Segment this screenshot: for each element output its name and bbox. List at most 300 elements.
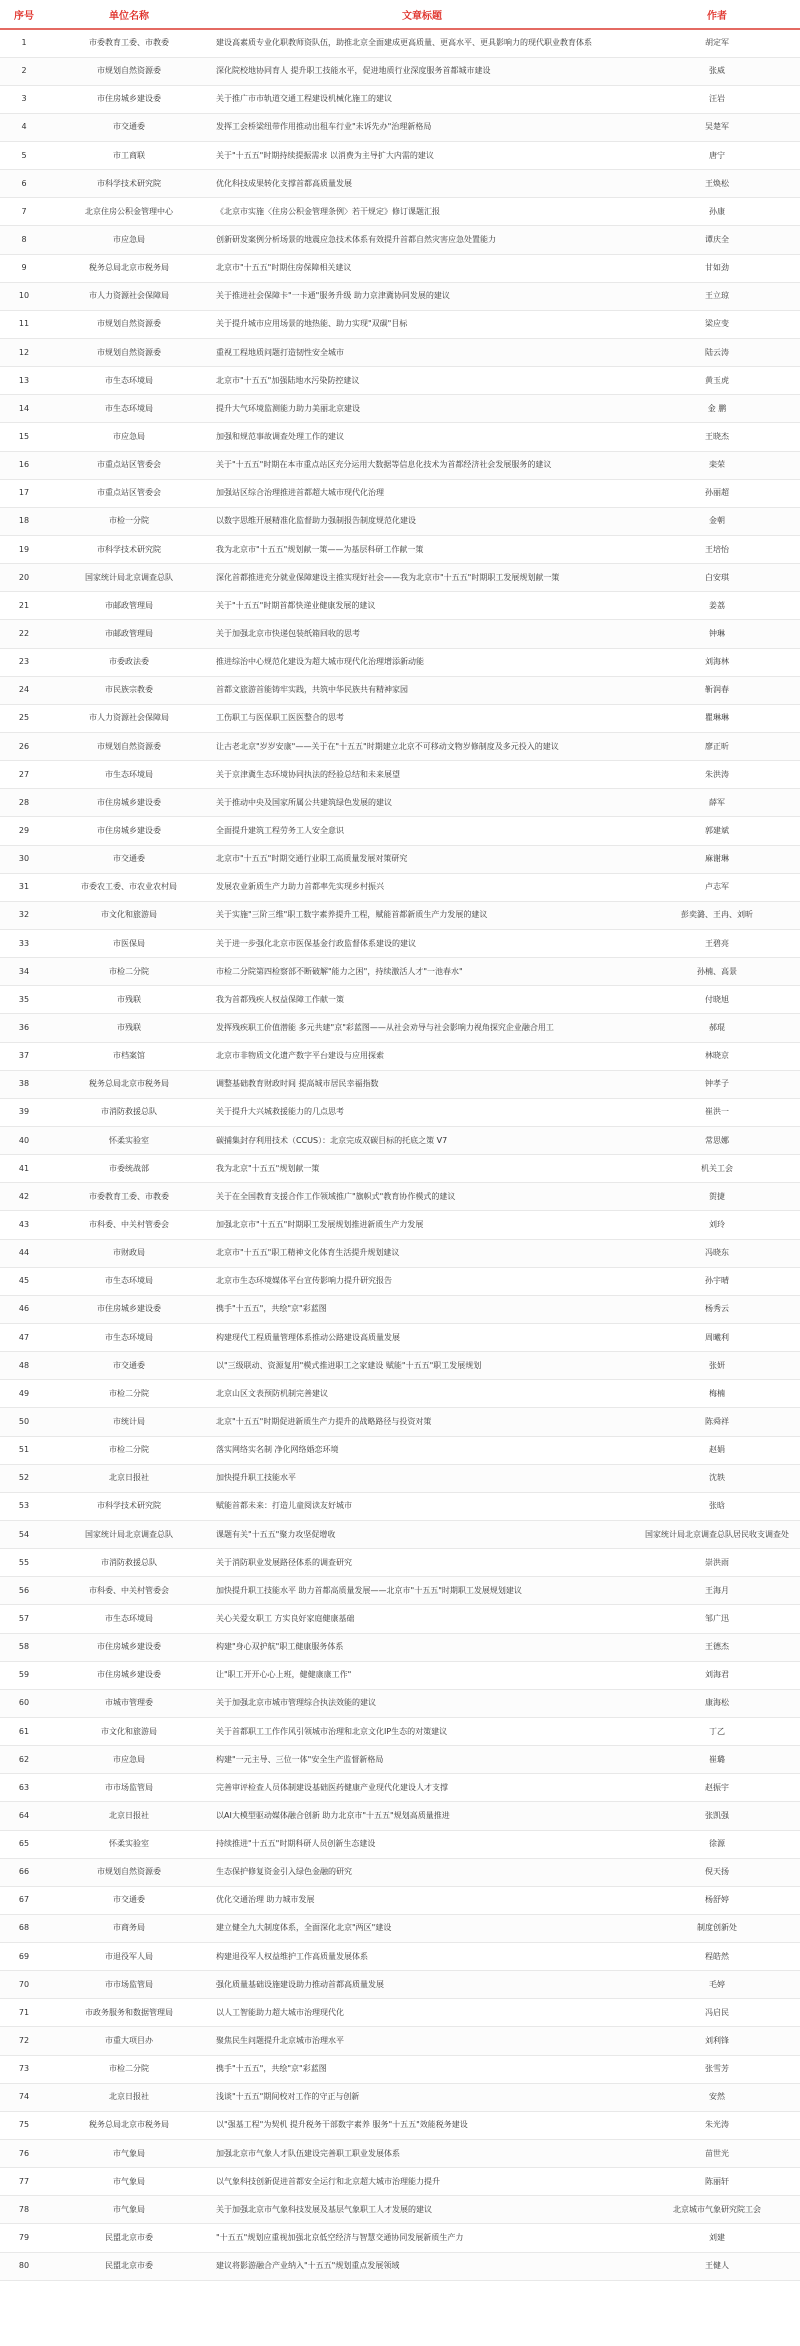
row-number: 1 <box>0 29 48 57</box>
author-name: 付晓旭 <box>634 986 800 1014</box>
table-row <box>0 282 800 310</box>
table-row <box>0 2083 800 2111</box>
row-number: 52 <box>0 1464 48 1492</box>
row-number: 28 <box>0 789 48 817</box>
article-title: 全面提升建筑工程劳务工人安全意识 <box>210 817 634 845</box>
table-row <box>0 367 800 395</box>
table-row <box>0 564 800 592</box>
article-title: 北京市"十五五"加强陆地水污染防控建议 <box>210 367 634 395</box>
table-row <box>0 1661 800 1689</box>
article-title: 以"三级联动、资源复用"模式推进职工之家建设 赋能"十五五"职工发展规划 <box>210 1352 634 1380</box>
row-number: 35 <box>0 986 48 1014</box>
table-row <box>0 226 800 254</box>
author-name: 孙丽超 <box>634 479 800 507</box>
author-name: 机关工会 <box>634 1155 800 1183</box>
article-title: 工伤职工与医保职工医医整合的思考 <box>210 704 634 732</box>
table-row <box>0 845 800 873</box>
row-number: 78 <box>0 2196 48 2224</box>
table-row <box>0 85 800 113</box>
row-number: 55 <box>0 1549 48 1577</box>
author-name: 国家统计局北京调查总队居民收支调查处 <box>634 1520 800 1548</box>
article-title: 加快提升职工技能水平 <box>210 1464 634 1492</box>
article-title: 关于提升大兴城救援能力的几点思考 <box>210 1098 634 1126</box>
author-name: 麻谢琳 <box>634 845 800 873</box>
row-number: 17 <box>0 479 48 507</box>
row-number: 2 <box>0 57 48 85</box>
unit-name: 市消防救援总队 <box>48 1549 210 1577</box>
article-title: 关于实施"三阶三维"职工数字素养提升工程，赋能首都新质生产力发展的建议 <box>210 901 634 929</box>
article-title: 关于"十五五"时期首都快递业健康发展的建议 <box>210 592 634 620</box>
table-row <box>0 2055 800 2083</box>
unit-name: 市气象局 <box>48 2196 210 2224</box>
unit-name: 市应急局 <box>48 423 210 451</box>
author-name: 王立琼 <box>634 282 800 310</box>
row-number: 62 <box>0 1746 48 1774</box>
unit-name: 市政务服务和数据管理局 <box>48 1999 210 2027</box>
row-number: 63 <box>0 1774 48 1802</box>
author-name: 吴楚军 <box>634 113 800 141</box>
article-title: 强化质量基础设施建设助力推动首都高质量发展 <box>210 1971 634 1999</box>
unit-name: 市住房城乡建设委 <box>48 1661 210 1689</box>
author-name: 邹广迅 <box>634 1605 800 1633</box>
row-number: 61 <box>0 1717 48 1745</box>
unit-name: 市医保局 <box>48 930 210 958</box>
article-title: 关于推广市市轨道交通工程建设机械化施工的建议 <box>210 85 634 113</box>
unit-name: 市城市管理委 <box>48 1689 210 1717</box>
unit-name: 市生态环境局 <box>48 1323 210 1351</box>
table-row <box>0 2111 800 2139</box>
row-number: 59 <box>0 1661 48 1689</box>
table-row <box>0 310 800 338</box>
table-row <box>0 1239 800 1267</box>
author-name: 唐宁 <box>634 142 800 170</box>
row-number: 42 <box>0 1183 48 1211</box>
table-header <box>0 0 800 29</box>
table-row <box>0 620 800 648</box>
author-name: 梁应变 <box>634 310 800 338</box>
row-number: 24 <box>0 676 48 704</box>
article-title: 构建"一元主导、三位一体"安全生产监督新格局 <box>210 1746 634 1774</box>
table-row <box>0 986 800 1014</box>
table-row <box>0 1436 800 1464</box>
unit-name: 市财政局 <box>48 1239 210 1267</box>
table-row <box>0 704 800 732</box>
table-row <box>0 817 800 845</box>
article-title: 课题有关"十五五"聚力攻坚促增收 <box>210 1520 634 1548</box>
article-title: 北京市"十五五"时期交通行业职工高质量发展对策研究 <box>210 845 634 873</box>
author-name: 王健人 <box>634 2252 800 2280</box>
author-name: 金 鹏 <box>634 395 800 423</box>
row-number: 36 <box>0 1014 48 1042</box>
table-row <box>0 1999 800 2027</box>
table-row <box>0 1549 800 1577</box>
author-name: 白安琪 <box>634 564 800 592</box>
author-name: 郝琨 <box>634 1014 800 1042</box>
article-title: 关于推动中央及国家所属公共建筑绿色发展的建议 <box>210 789 634 817</box>
row-number: 15 <box>0 423 48 451</box>
row-number: 64 <box>0 1802 48 1830</box>
row-number: 20 <box>0 564 48 592</box>
author-name: 常思娜 <box>634 1126 800 1154</box>
author-name: 毛婷 <box>634 1971 800 1999</box>
row-number: 34 <box>0 958 48 986</box>
row-number: 77 <box>0 2168 48 2196</box>
unit-name: 市重点站区管委会 <box>48 451 210 479</box>
unit-name: 市应急局 <box>48 226 210 254</box>
unit-name: 市市场监管局 <box>48 1971 210 1999</box>
table-row <box>0 1464 800 1492</box>
article-title: 北京山区文表预防机制完善建议 <box>210 1380 634 1408</box>
table-row <box>0 1408 800 1436</box>
row-number: 54 <box>0 1520 48 1548</box>
table-row <box>0 1126 800 1154</box>
author-name: 王海月 <box>634 1577 800 1605</box>
article-title: 加强北京市气象人才队伍建设完善职工职业发展体系 <box>210 2140 634 2168</box>
table-row <box>0 1380 800 1408</box>
row-number: 65 <box>0 1830 48 1858</box>
row-number: 70 <box>0 1971 48 1999</box>
author-name: 彭奕潞、王冉、刘昕 <box>634 901 800 929</box>
article-title: 关于京津冀生态环境协同执法的经验总结和未来展望 <box>210 761 634 789</box>
unit-name: 市住房城乡建设委 <box>48 817 210 845</box>
row-number: 7 <box>0 198 48 226</box>
table-row <box>0 1689 800 1717</box>
author-name: 杨舒婷 <box>634 1886 800 1914</box>
table-row <box>0 901 800 929</box>
unit-name: 市委教育工委、市教委 <box>48 1183 210 1211</box>
unit-name: 市委农工委、市农业农村局 <box>48 873 210 901</box>
table-row <box>0 1520 800 1548</box>
article-title: 以人工智能助力超大城市治理现代化 <box>210 1999 634 2027</box>
row-number: 18 <box>0 507 48 535</box>
table-row <box>0 1295 800 1323</box>
author-name: 崔璐 <box>634 1746 800 1774</box>
table-row <box>0 1352 800 1380</box>
row-number: 31 <box>0 873 48 901</box>
unit-name: 市科委、中关村管委会 <box>48 1211 210 1239</box>
article-title: 我为北京"十五五"规划献一策 <box>210 1155 634 1183</box>
row-number: 57 <box>0 1605 48 1633</box>
unit-name: 市邮政管理局 <box>48 592 210 620</box>
row-number: 74 <box>0 2083 48 2111</box>
author-name: 程皓然 <box>634 1943 800 1971</box>
row-number: 48 <box>0 1352 48 1380</box>
article-title: 构建现代工程质量管理体系推动公路建设高质量发展 <box>210 1323 634 1351</box>
unit-name: 税务总局北京市税务局 <box>48 254 210 282</box>
article-title: 让"职工开开心心上班，健健康康工作" <box>210 1661 634 1689</box>
article-title: 重视工程地质问题打造韧性安全城市 <box>210 339 634 367</box>
article-title: 聚焦民生问题提升北京城市治理水平 <box>210 2027 634 2055</box>
row-number: 71 <box>0 1999 48 2027</box>
row-number: 50 <box>0 1408 48 1436</box>
unit-name: 民盟北京市委 <box>48 2252 210 2280</box>
author-name: 王碧亮 <box>634 930 800 958</box>
article-title: 携手"十五五"，共绘"京"彩蓝图 <box>210 1295 634 1323</box>
unit-name: 市规划自然资源委 <box>48 339 210 367</box>
unit-name: 市住房城乡建设委 <box>48 85 210 113</box>
table-row <box>0 873 800 901</box>
author-name: 甘如劲 <box>634 254 800 282</box>
author-name: 王晓杰 <box>634 423 800 451</box>
author-name: 栾荣 <box>634 451 800 479</box>
article-title: 北京市非物质文化遗产数字平台建设与应用探索 <box>210 1042 634 1070</box>
table-row <box>0 1098 800 1126</box>
row-number: 3 <box>0 85 48 113</box>
article-title: 让古老北京"岁岁安康"——关于在"十五五"时期建立北京不可移动文物岁修制度及多元投入的建议 <box>210 733 634 761</box>
row-number: 66 <box>0 1858 48 1886</box>
unit-name: 国家统计局北京调查总队 <box>48 564 210 592</box>
unit-name: 市工商联 <box>48 142 210 170</box>
row-number: 26 <box>0 733 48 761</box>
author-name: 卢志军 <box>634 873 800 901</box>
unit-name: 市科学技术研究院 <box>48 170 210 198</box>
author-name: 康海松 <box>634 1689 800 1717</box>
article-title: 关于消防职业发展路径体系的调查研究 <box>210 1549 634 1577</box>
article-title: 发挥残疾职工价值潜能 多元共建"京"彩蓝图——从社会劝导与社会影响力视角探究企业融合用工 <box>210 1014 634 1042</box>
unit-name: 市人力资源社会保障局 <box>48 282 210 310</box>
author-name: 黄玉虎 <box>634 367 800 395</box>
table-row <box>0 2196 800 2224</box>
unit-name: 市文化和旅游局 <box>48 901 210 929</box>
author-name: 陈舜祥 <box>634 1408 800 1436</box>
row-number: 60 <box>0 1689 48 1717</box>
unit-name: 市规划自然资源委 <box>48 57 210 85</box>
row-number: 16 <box>0 451 48 479</box>
article-title: 关于加强北京市快递包装纸箱回收的思考 <box>210 620 634 648</box>
table-row <box>0 1914 800 1942</box>
table-row <box>0 507 800 535</box>
row-number: 8 <box>0 226 48 254</box>
article-title: 完善审评检查人员体制建设基础医药健康产业现代化建设人才支撑 <box>210 1774 634 1802</box>
table-row <box>0 733 800 761</box>
unit-name: 怀柔实验室 <box>48 1830 210 1858</box>
row-number: 53 <box>0 1492 48 1520</box>
unit-name: 市文化和旅游局 <box>48 1717 210 1745</box>
unit-name: 市气象局 <box>48 2140 210 2168</box>
author-name: 孙楠、高景 <box>634 958 800 986</box>
article-title: 建议将影游融合产业纳入"十五五"规划重点发展领域 <box>210 2252 634 2280</box>
author-name: 薛军 <box>634 789 800 817</box>
unit-name: 市科学技术研究院 <box>48 1492 210 1520</box>
unit-name: 市规划自然资源委 <box>48 1858 210 1886</box>
author-name: 胡定军 <box>634 29 800 57</box>
article-title: 我为北京市"十五五"规划献一策——为基层科研工作献一策 <box>210 536 634 564</box>
row-number: 49 <box>0 1380 48 1408</box>
table-row <box>0 1042 800 1070</box>
unit-name: 税务总局北京市税务局 <box>48 1070 210 1098</box>
article-title: 发挥工会桥梁纽带作用推动出租车行业"未诉先办"治理新格局 <box>210 113 634 141</box>
article-title: 首都文旅游首能铸牢实践，共筑中华民族共有精神家园 <box>210 676 634 704</box>
row-number: 79 <box>0 2224 48 2252</box>
author-name: 钟孝子 <box>634 1070 800 1098</box>
article-title: 关于"十五五"时期持续提振需求 以消费为主导扩大内需的建议 <box>210 142 634 170</box>
row-number: 25 <box>0 704 48 732</box>
unit-name: 市邮政管理局 <box>48 620 210 648</box>
row-number: 4 <box>0 113 48 141</box>
header-row <box>0 0 800 29</box>
unit-name: 市重点站区管委会 <box>48 479 210 507</box>
table-row <box>0 2140 800 2168</box>
author-name: 徐源 <box>634 1830 800 1858</box>
row-number: 43 <box>0 1211 48 1239</box>
unit-name: 市科委、中关村管委会 <box>48 1577 210 1605</box>
article-title: 深化首都推进充分就业保障建设主推实现好社会——我为北京市"十五五"时期职工发展规划献一策 <box>210 564 634 592</box>
author-name: 冯晓东 <box>634 1239 800 1267</box>
row-number: 72 <box>0 2027 48 2055</box>
article-title: 关于加强北京市城市管理综合执法效能的建议 <box>210 1689 634 1717</box>
row-number: 23 <box>0 648 48 676</box>
row-number: 13 <box>0 367 48 395</box>
author-name: 安然 <box>634 2083 800 2111</box>
article-title: 携手"十五五"，共绘"京"彩蓝图 <box>210 2055 634 2083</box>
row-number: 40 <box>0 1126 48 1154</box>
row-number: 44 <box>0 1239 48 1267</box>
table-row <box>0 57 800 85</box>
row-number: 9 <box>0 254 48 282</box>
unit-name: 市检二分院 <box>48 1380 210 1408</box>
row-number: 67 <box>0 1886 48 1914</box>
table-row <box>0 29 800 57</box>
author-name: 谭庆全 <box>634 226 800 254</box>
table-row <box>0 930 800 958</box>
table-row <box>0 1830 800 1858</box>
unit-name: 市规划自然资源委 <box>48 733 210 761</box>
row-number: 10 <box>0 282 48 310</box>
row-number: 76 <box>0 2140 48 2168</box>
table-body <box>0 29 800 2280</box>
article-title: 以AI大模型驱动媒体融合创新 助力北京市"十五五"规划高质量推进 <box>210 1802 634 1830</box>
table-row <box>0 1323 800 1351</box>
author-name: 钟琳 <box>634 620 800 648</box>
unit-name: 市科学技术研究院 <box>48 536 210 564</box>
unit-name: 市委统战部 <box>48 1155 210 1183</box>
unit-name: 市残联 <box>48 1014 210 1042</box>
table-row <box>0 1267 800 1295</box>
row-number: 27 <box>0 761 48 789</box>
article-title: 建立健全九大制度体系，全面深化北京"两区"建设 <box>210 1914 634 1942</box>
table-row <box>0 113 800 141</box>
author-name: 杨秀云 <box>634 1295 800 1323</box>
author-name: 廖正昕 <box>634 733 800 761</box>
row-number: 32 <box>0 901 48 929</box>
unit-name: 市气象局 <box>48 2168 210 2196</box>
row-number: 11 <box>0 310 48 338</box>
table-row <box>0 592 800 620</box>
row-number: 29 <box>0 817 48 845</box>
row-number: 46 <box>0 1295 48 1323</box>
table-row <box>0 761 800 789</box>
article-title: 北京市"十五五"时期住房保障相关建议 <box>210 254 634 282</box>
article-title: 《北京市实施〈住房公积金管理条例〉若干规定》修订课题汇报 <box>210 198 634 226</box>
author-name: 沈轶 <box>634 1464 800 1492</box>
row-number: 41 <box>0 1155 48 1183</box>
author-name: 梅楠 <box>634 1380 800 1408</box>
row-number: 19 <box>0 536 48 564</box>
article-title: 以数字思维开展精准化监督助力强制报告制度规范化建设 <box>210 507 634 535</box>
article-title: 北京市生态环境媒体平台宣传影响力提升研究报告 <box>210 1267 634 1295</box>
unit-name: 市消防救援总队 <box>48 1098 210 1126</box>
row-number: 12 <box>0 339 48 367</box>
table-row <box>0 1746 800 1774</box>
unit-name: 市生态环境局 <box>48 1605 210 1633</box>
row-number: 38 <box>0 1070 48 1098</box>
table-row <box>0 1070 800 1098</box>
table-row <box>0 1014 800 1042</box>
table-row <box>0 423 800 451</box>
row-number: 51 <box>0 1436 48 1464</box>
author-name: 刘海君 <box>634 1661 800 1689</box>
article-title: 推进综治中心规范化建设为超大城市现代化治理增添新动能 <box>210 648 634 676</box>
row-number: 80 <box>0 2252 48 2280</box>
article-title: 创新研发案例分析场景的地震应急技术体系有效提升首都自然灾害应急处置能力 <box>210 226 634 254</box>
table-row <box>0 170 800 198</box>
author-name: 冯启民 <box>634 1999 800 2027</box>
table-row <box>0 1774 800 1802</box>
author-name: 陈丽轩 <box>634 2168 800 2196</box>
article-title: 构建退役军人权益维护工作高质量发展体系 <box>210 1943 634 1971</box>
unit-name: 市检一分院 <box>48 507 210 535</box>
table-row <box>0 1577 800 1605</box>
article-title: 关于在全国教育支援合作工作领域推广"旗帜式"教育协作模式的建议 <box>210 1183 634 1211</box>
article-title: 加强和规范事故调查处理工作的建议 <box>210 423 634 451</box>
article-title: 生态保护修复资金引入绿色金融的研究 <box>210 1858 634 1886</box>
article-title: 赋能首都未来：打造儿童阅读友好城市 <box>210 1492 634 1520</box>
table-row <box>0 2224 800 2252</box>
article-title: 加强站区综合治理推进首都超大城市现代化治理 <box>210 479 634 507</box>
author-name: 孙宇晴 <box>634 1267 800 1295</box>
author-name: 靳润春 <box>634 676 800 704</box>
table-row <box>0 2168 800 2196</box>
author-name: 刘海林 <box>634 648 800 676</box>
article-title: 关于加强北京市气象科技发展及基层气象职工人才发展的建议 <box>210 2196 634 2224</box>
unit-name: 市重大项目办 <box>48 2027 210 2055</box>
article-title: 关心关爱女职工 方实良好家庭健康基础 <box>210 1605 634 1633</box>
table-row <box>0 1802 800 1830</box>
unit-name: 市检二分院 <box>48 958 210 986</box>
article-title: 加快提升职工技能水平 助力首都高质量发展——北京市"十五五"时期职工发展规划建议 <box>210 1577 634 1605</box>
article-title: 浅谈"十五五"期间校对工作的守正与创新 <box>210 2083 634 2111</box>
unit-name: 市交通委 <box>48 845 210 873</box>
author-name: 王德杰 <box>634 1633 800 1661</box>
unit-name: 税务总局北京市税务局 <box>48 2111 210 2139</box>
row-number: 37 <box>0 1042 48 1070</box>
unit-name: 市档案馆 <box>48 1042 210 1070</box>
row-number: 30 <box>0 845 48 873</box>
author-name: 崔洪一 <box>634 1098 800 1126</box>
table-row <box>0 1155 800 1183</box>
article-title: 构建"身心双护航"职工健康服务体系 <box>210 1633 634 1661</box>
author-name: 朱洪涛 <box>634 761 800 789</box>
author-name: 张雪芳 <box>634 2055 800 2083</box>
unit-name: 市生态环境局 <box>48 395 210 423</box>
unit-name: 市统计局 <box>48 1408 210 1436</box>
unit-name: 市市场监管局 <box>48 1774 210 1802</box>
row-number: 75 <box>0 2111 48 2139</box>
row-number: 69 <box>0 1943 48 1971</box>
article-title: 持续推进"十五五"时期科研人员创新生态建设 <box>210 1830 634 1858</box>
unit-name: 市退役军人局 <box>48 1943 210 1971</box>
author-name: 瞿琳琳 <box>634 704 800 732</box>
author-name: 北京城市气象研究院工会 <box>634 2196 800 2224</box>
table-row <box>0 1183 800 1211</box>
table-row <box>0 1633 800 1661</box>
article-title: "十五五"规划应重视加强北京低空经济与智慧交通协同发展新质生产力 <box>210 2224 634 2252</box>
article-title: 发展农业新质生产力助力首都率先实现乡村振兴 <box>210 873 634 901</box>
row-number: 45 <box>0 1267 48 1295</box>
table-row <box>0 198 800 226</box>
author-name: 姜荔 <box>634 592 800 620</box>
row-number: 14 <box>0 395 48 423</box>
